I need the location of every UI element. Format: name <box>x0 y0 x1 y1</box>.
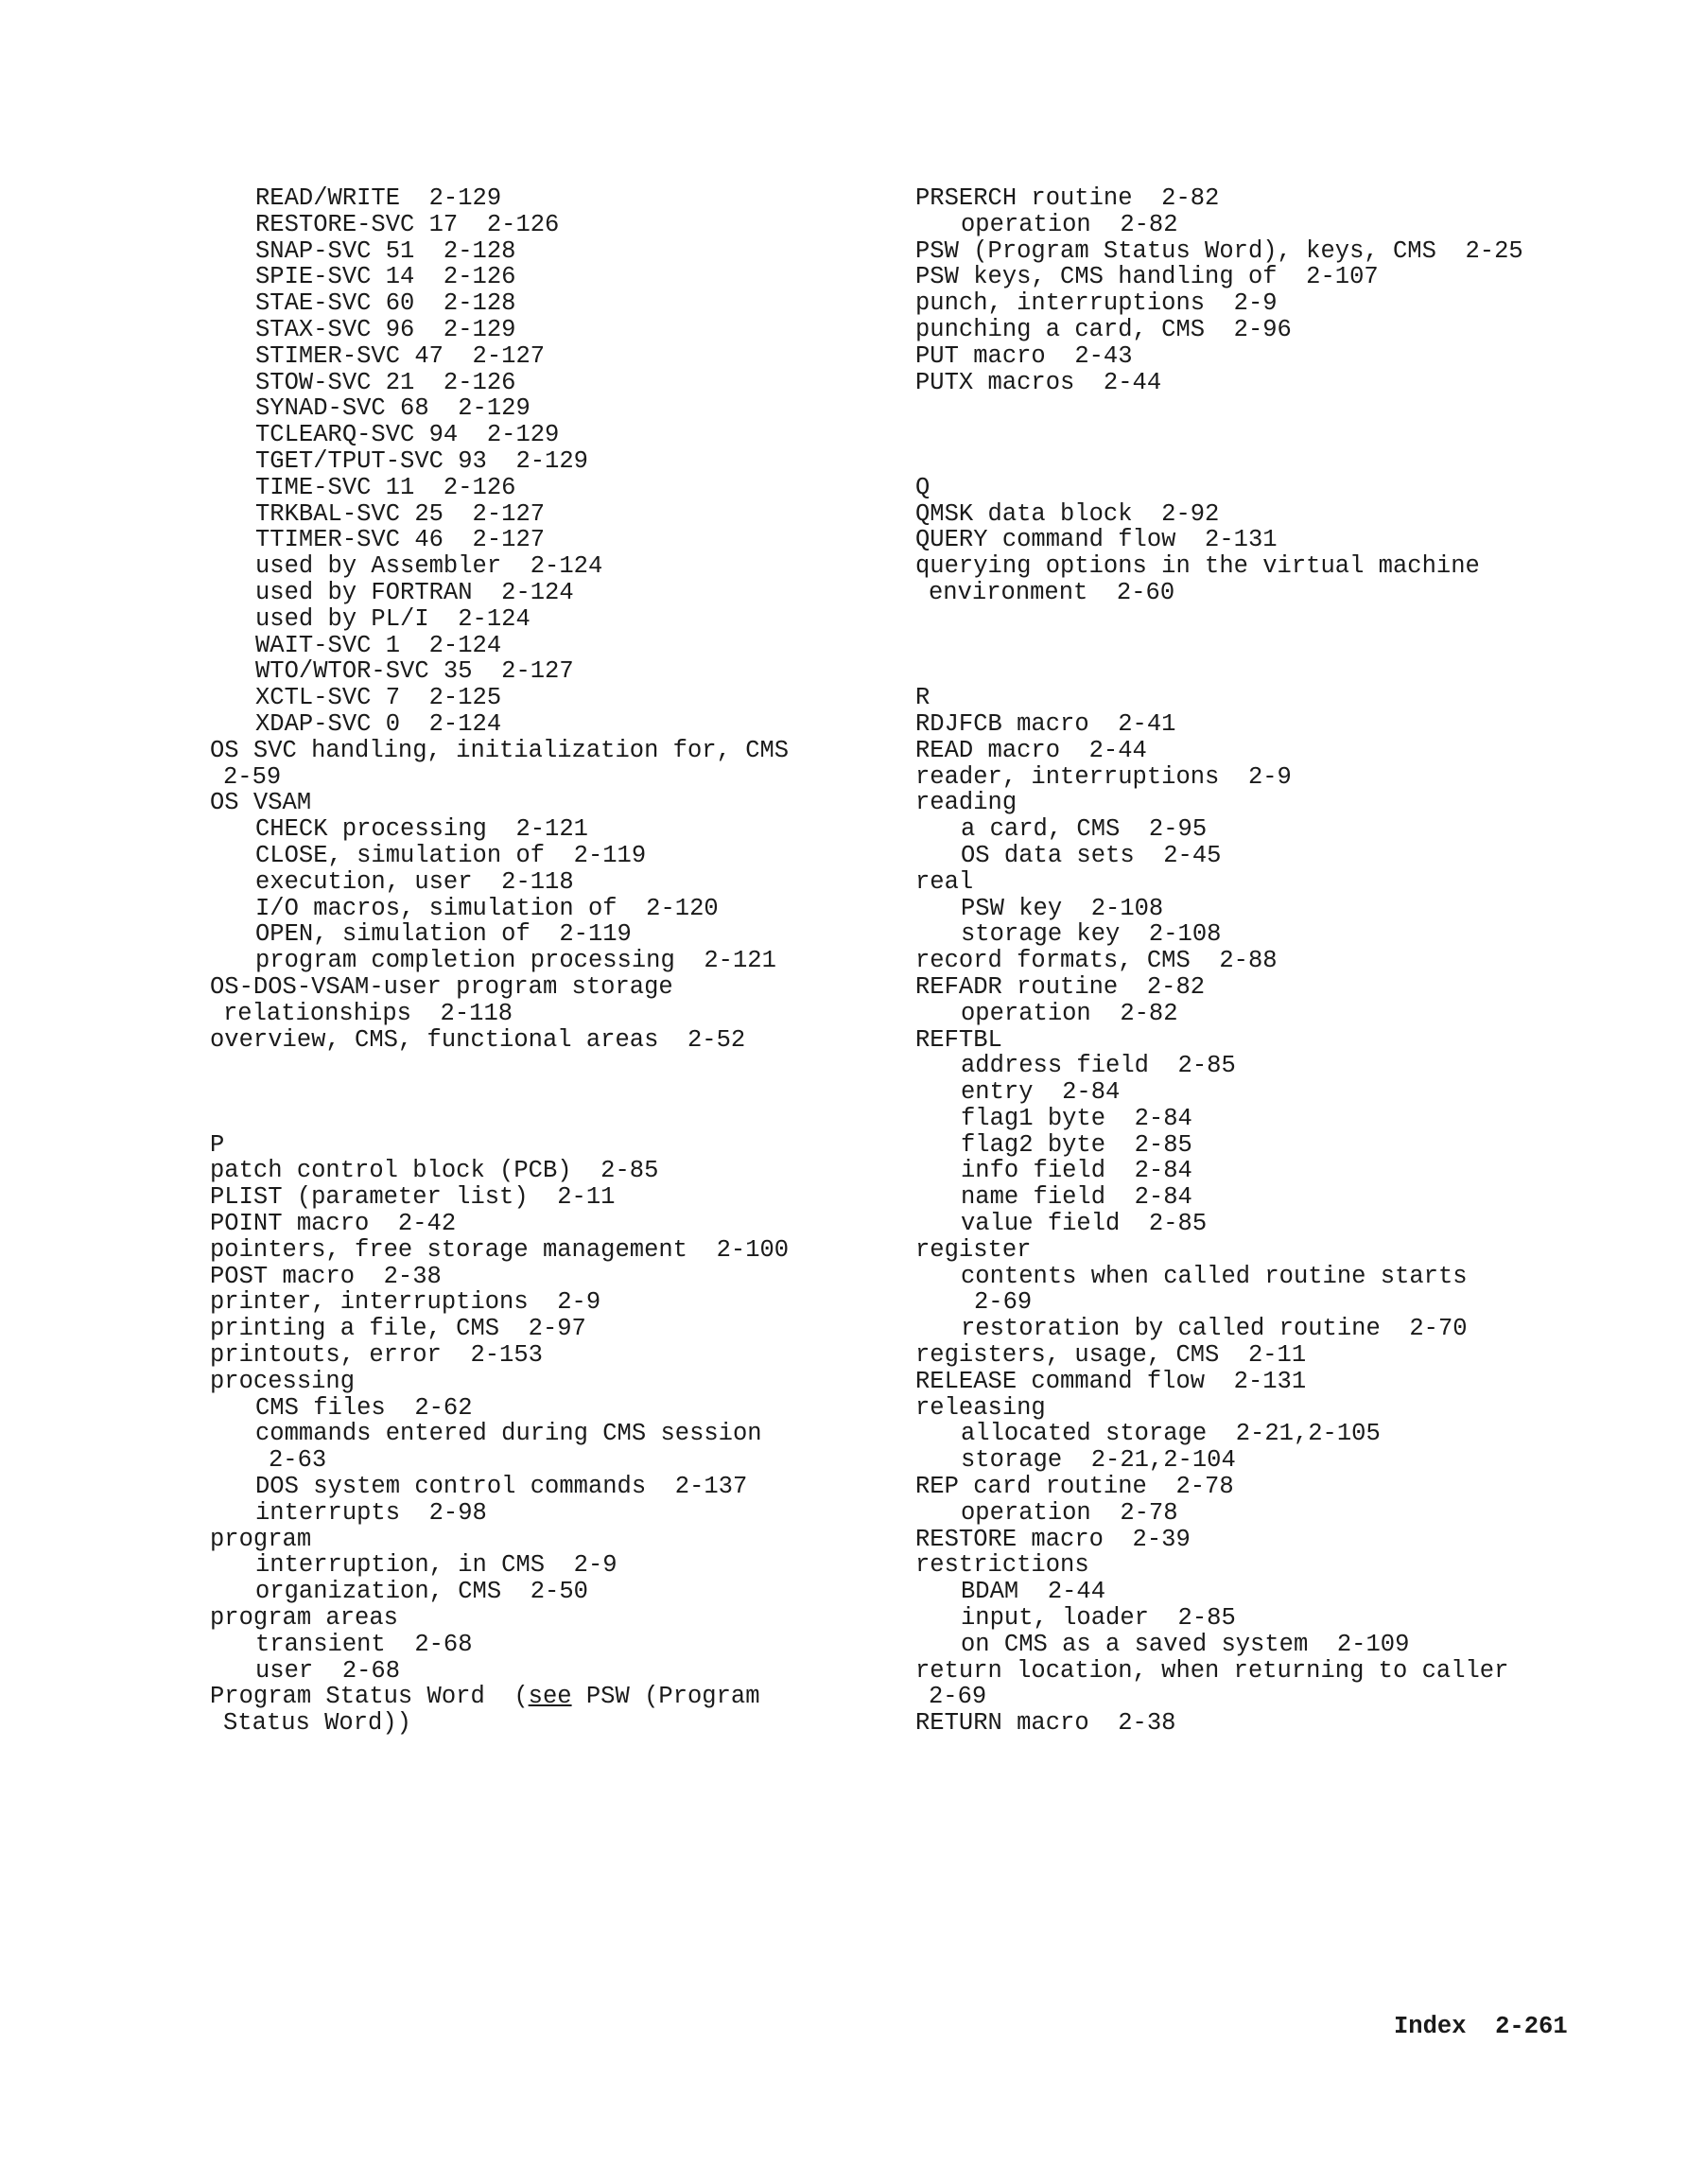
index-entry <box>210 1237 789 1264</box>
page-footer: Index 2-261 <box>1394 2013 1568 2040</box>
index-entry <box>915 1289 1523 1316</box>
index-entry-text: info field 2-84 <box>961 1157 1192 1185</box>
blank-line <box>915 633 1523 659</box>
index-entry-text: SNAP-SVC 51 2-128 <box>255 236 516 265</box>
index-entry-text: REFTBL <box>915 1025 1002 1054</box>
see-reference: see <box>528 1683 572 1711</box>
index-entry-text: contents when called routine starts <box>961 1262 1468 1290</box>
index-entry-text: real <box>915 867 974 896</box>
index-entry-text: commands entered during CMS session <box>255 1420 762 1448</box>
index-entry-text: registers, usage, CMS 2-11 <box>915 1341 1307 1370</box>
index-entry <box>210 1552 789 1579</box>
index-entry-text: organization, CMS 2-50 <box>255 1578 588 1606</box>
index-entry-text: BDAM 2-44 <box>961 1578 1106 1606</box>
index-entry-text: CLOSE, simulation of 2-119 <box>255 841 647 869</box>
index-entry-text: TRKBAL-SVC 25 2-127 <box>255 499 546 528</box>
index-entry-text: XCTL-SVC 7 2-125 <box>255 684 502 712</box>
index-entry-text: pointers, free storage management 2-100 <box>210 1235 790 1264</box>
index-entry-text: TCLEARQ-SVC 94 2-129 <box>255 421 560 449</box>
index-entry <box>915 343 1523 370</box>
index-entry-text: operation 2-78 <box>961 1498 1178 1527</box>
index-entry-text: RESTORE-SVC 17 2-126 <box>255 210 560 238</box>
index-entry-text: restoration by called routine 2-70 <box>961 1315 1468 1343</box>
blank-line <box>210 1053 789 1079</box>
index-entry <box>210 343 789 370</box>
index-entry <box>210 1369 789 1395</box>
index-entry <box>915 290 1523 317</box>
index-entry <box>210 1211 789 1237</box>
index-entry-text: RETURN macro 2-38 <box>915 1709 1176 1738</box>
index-entry <box>210 1579 789 1605</box>
index-entry-text: SYNAD-SVC 68 2-129 <box>255 394 530 423</box>
index-entry <box>915 685 1523 711</box>
index-entry-text: STAE-SVC 60 2-128 <box>255 289 516 318</box>
blank-line <box>915 448 1523 475</box>
index-entry <box>915 1395 1523 1422</box>
index-entry-text: CHECK processing 2-121 <box>255 815 588 844</box>
index-entry <box>915 475 1523 501</box>
index-entry <box>915 1053 1523 1079</box>
index-entry-text: storage key 2-108 <box>961 920 1222 949</box>
index-entry <box>915 816 1523 843</box>
index-entry <box>210 1500 789 1527</box>
index-entry-text: Program Status Word ( <box>210 1683 529 1711</box>
index-entry <box>210 764 789 791</box>
index-entry <box>210 1658 789 1685</box>
index-entry-text: storage 2-21,2-104 <box>961 1446 1236 1475</box>
index-entry-text: TIME-SVC 11 2-126 <box>255 473 516 501</box>
index-entry-text: DOS system control commands 2-137 <box>255 1473 748 1501</box>
index-entry <box>210 790 789 816</box>
index-entry <box>915 1264 1523 1290</box>
index-entry-text: CMS files 2-62 <box>255 1393 473 1422</box>
index-entry <box>210 685 789 711</box>
index-entry-text: used by PL/I 2-124 <box>255 604 530 633</box>
index-entry-text: RDJFCB macro 2-41 <box>915 709 1176 738</box>
index-entry <box>915 1632 1523 1658</box>
index-entry-text: value field 2-85 <box>961 1210 1208 1238</box>
index-entry-text: 2-59 <box>223 762 282 791</box>
index-entry-text: execution, user 2-118 <box>255 867 574 896</box>
index-entry <box>210 633 789 659</box>
index-entry-text: PUT macro 2-43 <box>915 341 1133 370</box>
index-entry <box>210 1421 789 1447</box>
index-entry <box>210 527 789 553</box>
index-entry <box>210 1158 789 1184</box>
index-entry <box>210 658 789 685</box>
index-entry <box>210 501 789 528</box>
index-entry <box>915 1184 1523 1211</box>
index-entry <box>915 1447 1523 1474</box>
index-entry <box>915 527 1523 553</box>
index-entry <box>915 501 1523 528</box>
index-entry-text: input, loader 2-85 <box>961 1604 1236 1633</box>
index-entry <box>915 1579 1523 1605</box>
blank-line <box>915 658 1523 685</box>
index-entry-text: operation 2-82 <box>961 210 1178 238</box>
index-entry <box>915 738 1523 764</box>
index-entry <box>210 1132 789 1159</box>
index-entry <box>210 475 789 501</box>
index-entry <box>915 1684 1523 1710</box>
index-entry-text: program completion processing 2-121 <box>255 947 776 975</box>
index-entry-text: printer, interruptions 2-9 <box>210 1288 601 1317</box>
index-entry-text: allocated storage 2-21,2-105 <box>961 1420 1381 1448</box>
index-entry-text: I/O macros, simulation of 2-120 <box>255 894 719 922</box>
index-entry-text: WAIT-SVC 1 2-124 <box>255 631 502 659</box>
index-entry-text: used by Assembler 2-124 <box>255 552 603 581</box>
index-entry <box>210 580 789 606</box>
index-entry-text: interrupts 2-98 <box>255 1498 487 1527</box>
index-entry-text: restrictions <box>915 1551 1089 1580</box>
index-entry-text: POST macro 2-38 <box>210 1262 442 1290</box>
index-entry-text: Q <box>915 473 930 501</box>
index-entry-text: QMSK data block 2-92 <box>915 499 1220 528</box>
index-entry-text: processing <box>210 1367 356 1395</box>
index-entry-text: interruption, in CMS 2-9 <box>255 1551 617 1580</box>
index-entry <box>915 1527 1523 1553</box>
index-entry <box>915 1316 1523 1342</box>
index-entry <box>915 948 1523 974</box>
index-entry <box>210 1474 789 1500</box>
index-entry <box>210 317 789 343</box>
index-entry-text: overview, CMS, functional areas 2-52 <box>210 1025 746 1054</box>
index-entry-text: PSW keys, CMS handling of 2-107 <box>915 263 1379 291</box>
index-entry <box>210 606 789 633</box>
index-entry <box>210 1710 789 1737</box>
index-entry <box>915 711 1523 738</box>
blank-line <box>915 606 1523 633</box>
index-entry <box>210 1395 789 1422</box>
index-entry <box>915 1211 1523 1237</box>
index-entry-text: TGET/TPUT-SVC 93 2-129 <box>255 446 588 475</box>
index-entry <box>210 290 789 317</box>
index-entry-text: environment 2-60 <box>929 578 1175 606</box>
index-entry <box>915 1658 1523 1685</box>
index-entry-text: RELEASE command flow 2-131 <box>915 1367 1307 1395</box>
index-entry-text: PUTX macros 2-44 <box>915 368 1162 396</box>
index-entry <box>210 1684 789 1710</box>
index-entry-text: OS SVC handling, initialization for, CMS <box>210 736 790 764</box>
index-entry-text: user 2-68 <box>255 1656 401 1685</box>
index-entry-text: 2-69 <box>929 1683 987 1711</box>
blank-line <box>915 422 1523 448</box>
index-entry <box>915 370 1523 396</box>
index-entry <box>210 921 789 948</box>
index-entry <box>915 580 1523 606</box>
index-entry-text: operation 2-82 <box>961 999 1178 1027</box>
index-entry-text: READ/WRITE 2-129 <box>255 184 502 212</box>
index-entry-text: program <box>210 1525 312 1553</box>
index-entry <box>915 317 1523 343</box>
index-entry-text: READ macro 2-44 <box>915 736 1147 764</box>
index-entry <box>915 921 1523 948</box>
index-entry-text: a card, CMS 2-95 <box>961 815 1208 844</box>
index-entry-text: program areas <box>210 1604 398 1633</box>
index-entry <box>915 1552 1523 1579</box>
index-entry-text: querying options in the virtual machine <box>915 552 1480 581</box>
index-entry-text: entry 2-84 <box>961 1078 1121 1107</box>
index-entry <box>210 1447 789 1474</box>
index-entry-text: flag2 byte 2-85 <box>961 1130 1192 1159</box>
index-entry <box>915 1710 1523 1737</box>
index-entry-text: STOW-SVC 21 2-126 <box>255 368 516 396</box>
index-entry <box>210 816 789 843</box>
index-entry <box>210 843 789 869</box>
index-entry-text: reading <box>915 789 1017 817</box>
index-entry-text: WTO/WTOR-SVC 35 2-127 <box>255 657 574 686</box>
index-entry <box>210 948 789 974</box>
index-entry <box>210 869 789 896</box>
index-entry <box>210 370 789 396</box>
index-entry <box>915 1079 1523 1106</box>
index-entry <box>915 1027 1523 1054</box>
index-entry-text-after: PSW (Program <box>571 1683 760 1711</box>
index-entry <box>915 1500 1523 1527</box>
blank-line <box>210 1106 789 1132</box>
index-entry-text: return location, when returning to caller <box>915 1656 1509 1685</box>
index-entry-text: OS-DOS-VSAM-user program storage <box>210 972 673 1001</box>
index-entry <box>915 1474 1523 1500</box>
index-entry <box>915 553 1523 580</box>
index-entry <box>210 1632 789 1658</box>
index-column-left <box>210 185 789 1737</box>
index-entry-text: PLIST (parameter list) 2-11 <box>210 1183 616 1212</box>
index-column-right <box>915 185 1523 1737</box>
index-entry-text: RESTORE macro 2-39 <box>915 1525 1191 1553</box>
index-entry-text: REFADR routine 2-82 <box>915 972 1206 1001</box>
index-entry <box>915 185 1523 212</box>
index-entry-text: record formats, CMS 2-88 <box>915 947 1278 975</box>
index-entry <box>915 1106 1523 1132</box>
index-entry <box>915 896 1523 922</box>
index-entry-text: register <box>915 1235 1032 1264</box>
index-entry <box>210 448 789 475</box>
index-entry <box>915 1369 1523 1395</box>
index-entry-text: OS data sets 2-45 <box>961 841 1222 869</box>
index-entry <box>210 185 789 212</box>
index-entry-text: PSW key 2-108 <box>961 894 1164 922</box>
index-entry <box>210 553 789 580</box>
index-entry <box>210 1001 789 1027</box>
blank-line <box>915 395 1523 422</box>
index-entry-text: PSW (Program Status Word), keys, CMS 2-25 <box>915 236 1523 265</box>
index-entry <box>915 1132 1523 1159</box>
index-entry <box>210 212 789 238</box>
index-entry <box>210 711 789 738</box>
index-entry-text: 2-63 <box>269 1446 327 1475</box>
index-entry <box>915 764 1523 791</box>
index-entry <box>915 843 1523 869</box>
index-entry-text: address field 2-85 <box>961 1052 1236 1080</box>
index-entry <box>210 395 789 422</box>
index-entry <box>915 869 1523 896</box>
index-entry <box>915 974 1523 1001</box>
index-entry <box>210 1027 789 1054</box>
index-entry-text: relationships 2-118 <box>223 999 513 1027</box>
index-entry-text: punch, interruptions 2-9 <box>915 289 1278 318</box>
index-entry-text: flag1 byte 2-84 <box>961 1104 1192 1132</box>
index-entry-text: SPIE-SVC 14 2-126 <box>255 263 516 291</box>
index-entry <box>915 1421 1523 1447</box>
index-entry <box>210 1342 789 1369</box>
index-entry-text: OS VSAM <box>210 789 312 817</box>
index-entry <box>210 264 789 290</box>
index-entry-text: STIMER-SVC 47 2-127 <box>255 341 546 370</box>
index-entry-text: STAX-SVC 96 2-129 <box>255 315 516 343</box>
index-entry-text: QUERY command flow 2-131 <box>915 526 1278 554</box>
index-entry-text: on CMS as a saved system 2-109 <box>961 1630 1410 1658</box>
index-entry-text: PRSERCH routine 2-82 <box>915 184 1220 212</box>
index-entry-text: REP card routine 2-78 <box>915 1473 1234 1501</box>
index-entry <box>915 1158 1523 1184</box>
index-entry-text: transient 2-68 <box>255 1630 473 1658</box>
index-entry-text: R <box>915 684 930 712</box>
index-entry <box>210 1184 789 1211</box>
index-entry-text: P <box>210 1130 225 1159</box>
index-entry <box>210 1316 789 1342</box>
index-entry <box>210 238 789 265</box>
index-entry <box>210 1527 789 1553</box>
index-entry-text: patch control block (PCB) 2-85 <box>210 1157 659 1185</box>
index-entry <box>210 738 789 764</box>
index-entry-text: Status Word)) <box>223 1709 411 1738</box>
index-entry <box>210 896 789 922</box>
index-entry-text: printouts, error 2-153 <box>210 1341 543 1370</box>
index-entry-text: releasing <box>915 1393 1046 1422</box>
index-entry-text: TTIMER-SVC 46 2-127 <box>255 526 546 554</box>
index-entry <box>915 1001 1523 1027</box>
index-entry <box>210 1289 789 1316</box>
index-entry-text: punching a card, CMS 2-96 <box>915 315 1292 343</box>
index-entry <box>915 264 1523 290</box>
index-entry <box>915 1342 1523 1369</box>
index-entry-text: OPEN, simulation of 2-119 <box>255 920 632 949</box>
index-entry <box>210 422 789 448</box>
index-entry-text: name field 2-84 <box>961 1183 1192 1212</box>
index-entry <box>210 974 789 1001</box>
index-entry <box>915 212 1523 238</box>
blank-line <box>210 1079 789 1106</box>
index-entry-text: used by FORTRAN 2-124 <box>255 578 574 606</box>
index-entry-text: 2-69 <box>974 1288 1033 1317</box>
index-entry-text: reader, interruptions 2-9 <box>915 762 1292 791</box>
index-entry <box>915 1605 1523 1632</box>
index-entry <box>915 790 1523 816</box>
index-entry-text: POINT macro 2-42 <box>210 1210 457 1238</box>
index-entry-text: printing a file, CMS 2-97 <box>210 1315 586 1343</box>
index-entry <box>210 1605 789 1632</box>
index-entry <box>210 1264 789 1290</box>
index-entry-text: XDAP-SVC 0 2-124 <box>255 709 502 738</box>
index-entry <box>915 238 1523 265</box>
index-entry <box>915 1237 1523 1264</box>
